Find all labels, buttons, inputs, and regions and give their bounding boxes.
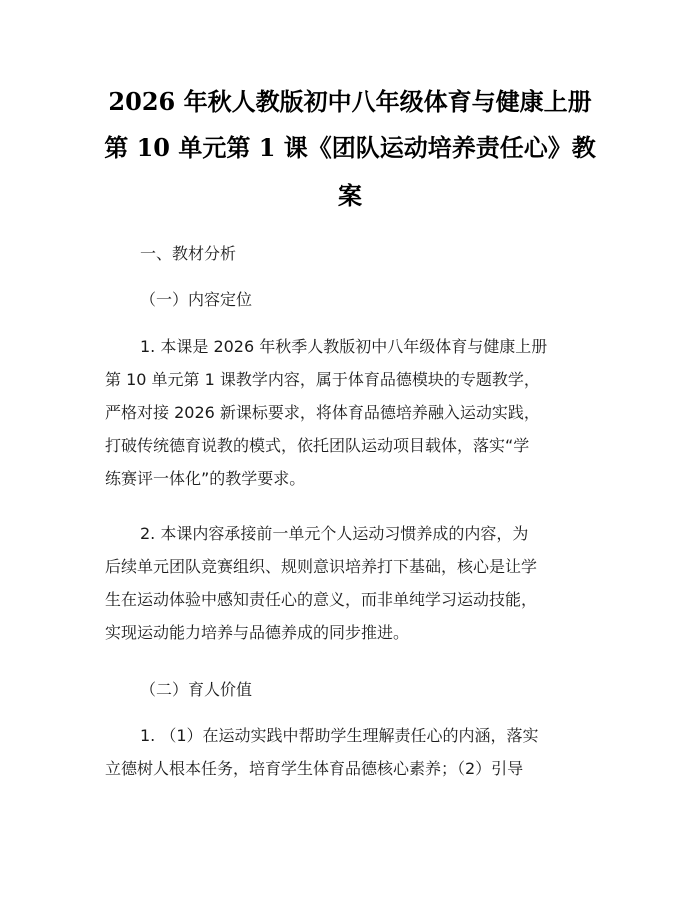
paragraph-2-line: 后续单元团队竞赛组织、规则意识培养打下基础，核心是让学 bbox=[105, 557, 538, 576]
paragraph-1-line: 练赛评一体化”的教学要求。 bbox=[105, 469, 306, 488]
document-title-line-1: 2026 年秋人教版初中八年级体育与健康上册 bbox=[108, 87, 592, 116]
paragraph-1-line: 1. 本课是 2026 年秋季人教版初中八年级体育与健康上册 bbox=[140, 337, 548, 356]
paragraph-3-line: 立德树人根本任务，培育学生体育品德核心素养；（2）引导 bbox=[105, 759, 524, 778]
paragraph-3 bbox=[105, 719, 600, 785]
paragraph-1-line: 打破传统德育说教的模式，依托团队运动项目载体，落实“学 bbox=[105, 436, 530, 455]
paragraph-3-line: 1. （1）在运动实践中帮助学生理解责任心的内涵，落实 bbox=[140, 726, 539, 745]
document-title-line-2: 第 10 单元第 1 课《团队运动培养责任心》教 bbox=[104, 133, 596, 162]
document-title-line-3: 案 bbox=[338, 181, 362, 210]
paragraph-2-line: 实现运动能力培养与品德养成的同步推进。 bbox=[105, 623, 410, 642]
paragraph-2 bbox=[105, 517, 600, 649]
subsection-heading-educational-value: （二）育人价值 bbox=[140, 680, 253, 699]
section-heading: 一、教材分析 bbox=[140, 244, 237, 263]
paragraph-2-line: 生在运动体验中感知责任心的意义，而非单纯学习运动技能， bbox=[105, 590, 538, 609]
paragraph-2-line: 2. 本课内容承接前一单元个人运动习惯养成的内容，为 bbox=[140, 524, 529, 543]
subsection-heading-content-positioning: （一）内容定位 bbox=[140, 290, 253, 309]
paragraph-1-line: 严格对接 2026 新课标要求，将体育品德培养融入运动实践， bbox=[105, 403, 540, 422]
paragraph-1 bbox=[105, 330, 600, 495]
paragraph-1-line: 第 10 单元第 1 课教学内容，属于体育品德模块的专题教学， bbox=[105, 370, 540, 389]
